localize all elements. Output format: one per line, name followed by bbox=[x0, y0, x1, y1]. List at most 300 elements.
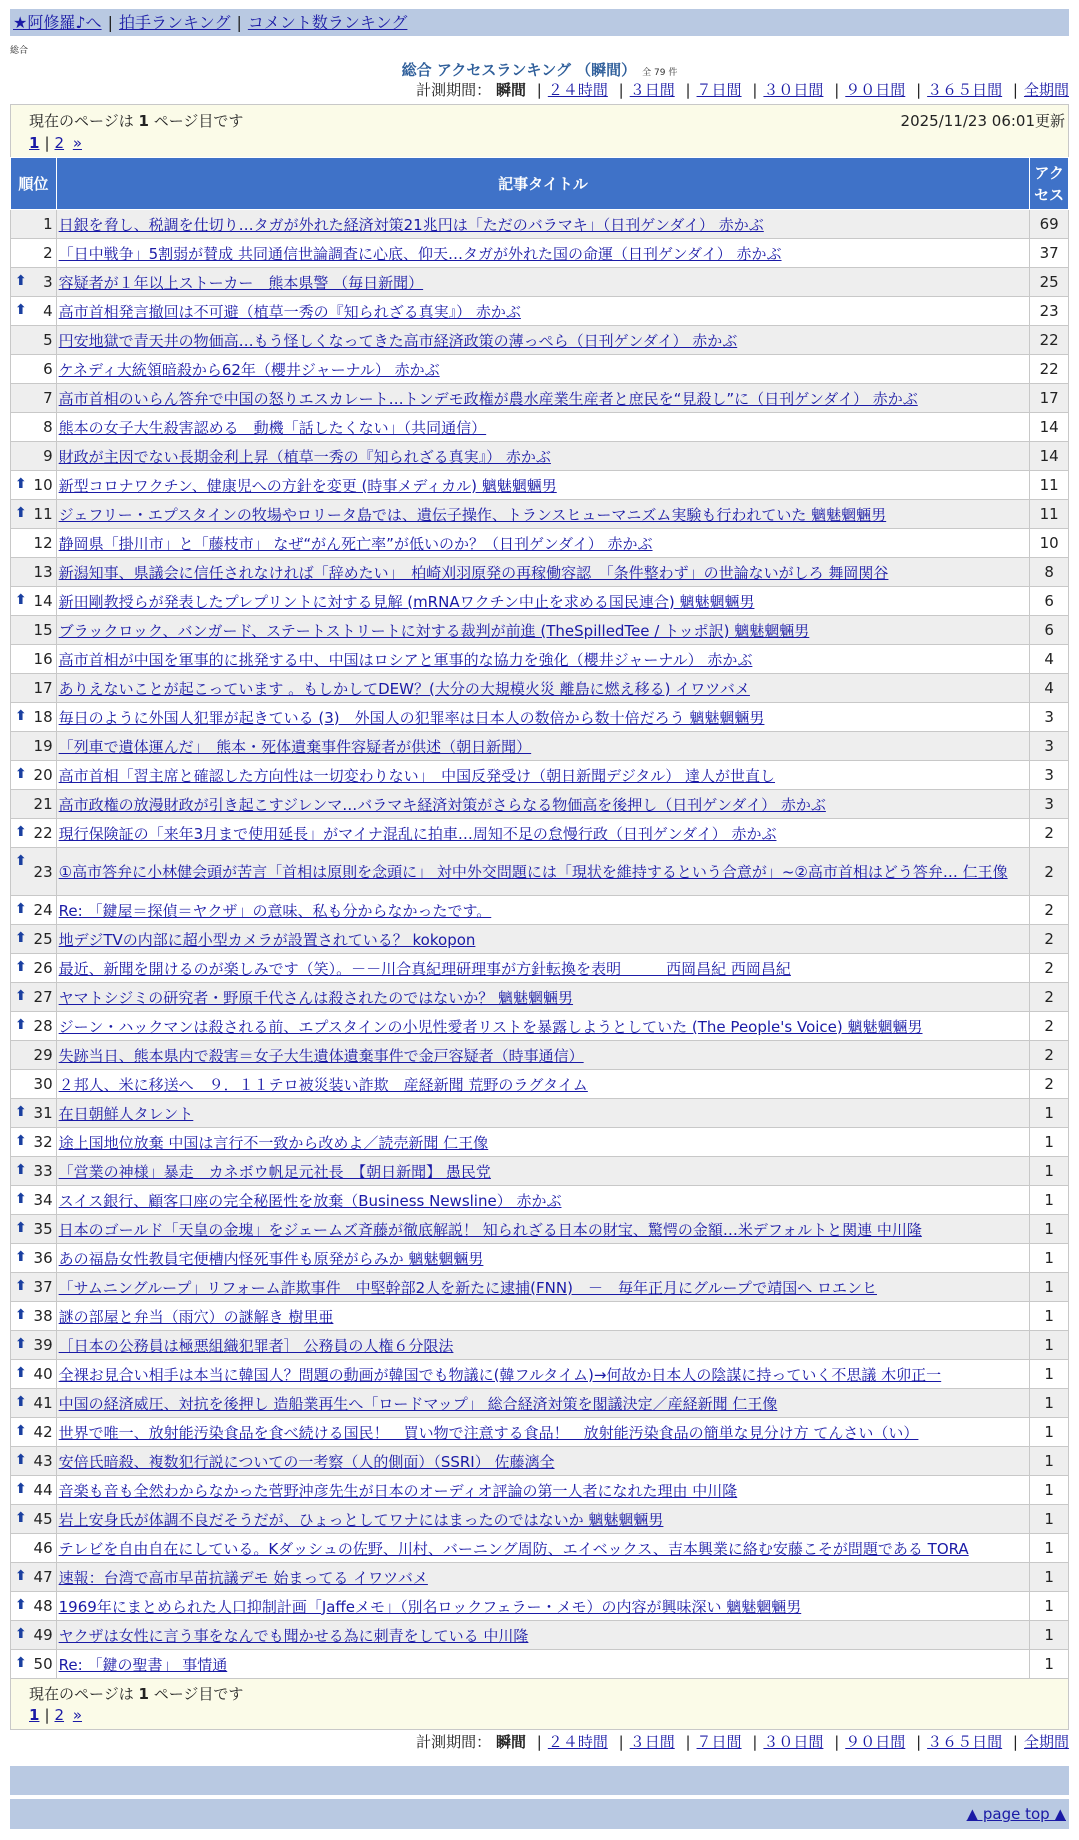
rank-cell bbox=[11, 268, 57, 297]
access-count: 1 bbox=[1030, 1331, 1069, 1360]
rank-number: 46 bbox=[33, 1539, 53, 1557]
article-link[interactable]: 財政が主因でない長期金利上昇（植草一秀の『知られざる真実』） 赤かぶ bbox=[58, 447, 551, 466]
title-cell bbox=[56, 954, 1030, 983]
title-cell bbox=[56, 297, 1030, 326]
table-row bbox=[11, 896, 1069, 925]
access-count: 1 bbox=[1030, 1650, 1069, 1679]
title-cell bbox=[56, 1302, 1030, 1331]
article-link[interactable]: ジーン・ハックマンは殺される前、エプスタインの小児性愛者リストを暴露しようとしていた (The People's Voice) 魑魅魍魎男 bbox=[58, 1017, 923, 1036]
table-row bbox=[11, 1534, 1069, 1563]
arrow-up-icon: ⬆ bbox=[15, 959, 27, 975]
article-link[interactable]: 現行保険証の「来年3月まで使用延長」がマイナ混乱に拍車…周知不足の怠慢行政（日刊ゲンダイ） 赤かぶ bbox=[58, 824, 777, 843]
table-row bbox=[11, 1099, 1069, 1128]
pager: 1 | 2 » bbox=[29, 134, 83, 152]
title-cell bbox=[56, 326, 1030, 355]
access-count: 22 bbox=[1030, 326, 1069, 355]
period-30d[interactable]: ３０日間 bbox=[763, 1733, 824, 1751]
article-link[interactable]: 高市政権の放漫財政が引き起こすジレンマ…バラマキ経済対策がさらなる物価高を後押し（日刊ゲンダイ） 赤かぶ bbox=[58, 795, 826, 814]
rank-number: 1 bbox=[43, 215, 53, 233]
access-count: 1 bbox=[1030, 1186, 1069, 1215]
article-link[interactable]: 静岡県「掛川市」と「藤枝市」 なぜ“がん死亡率”が低いのか？（日刊ゲンダイ） 赤かぶ bbox=[58, 534, 653, 553]
rank-number: 49 bbox=[33, 1626, 53, 1644]
table-row bbox=[11, 1128, 1069, 1157]
table-row bbox=[11, 384, 1069, 413]
title-cell bbox=[56, 1273, 1030, 1302]
arrow-up-icon: ⬆ bbox=[15, 1481, 27, 1497]
rank-number: 45 bbox=[33, 1510, 53, 1528]
arrow-up-icon: ⬆ bbox=[15, 1655, 27, 1671]
rank-number: 3 bbox=[43, 273, 53, 291]
period-90d[interactable]: ９０日間 bbox=[845, 81, 906, 99]
rank-cell bbox=[11, 1012, 57, 1041]
access-count: 25 bbox=[1030, 268, 1069, 297]
article-link[interactable]: 高市首相が中国を軍事的に挑発する中、中国はロシアと軍事的な協力を強化（櫻井ジャーナル） 赤かぶ bbox=[58, 650, 753, 669]
access-count: 2 bbox=[1030, 1041, 1069, 1070]
title-cell bbox=[56, 819, 1030, 848]
rank-number: 2 bbox=[43, 244, 53, 262]
article-link[interactable]: 最近、新聞を開けるのが楽しみです（笑）。－－川合真紀理研理事が方針転換を表明 西岡昌紀 西岡昌紀 bbox=[58, 959, 791, 978]
title-cell bbox=[56, 384, 1030, 413]
rank-cell bbox=[11, 326, 57, 355]
next-page-link[interactable]: » bbox=[72, 134, 83, 152]
table-row bbox=[11, 1389, 1069, 1418]
article-link[interactable]: 「営業の神様」暴走 カネボウ帆足元社長 【朝日新聞】 愚民党 bbox=[58, 1162, 491, 1181]
article-link[interactable]: テレビを自由自在にしている。Kダッシュの佐野、川村、バーニング周防、エイベックス、吉本興業に絡む安藤こそが問題である TORA bbox=[58, 1539, 969, 1558]
arrow-up-icon: ⬆ bbox=[15, 1249, 27, 1265]
access-count: 2 bbox=[1030, 819, 1069, 848]
arrow-up-icon: ⬆ bbox=[15, 901, 27, 917]
access-count: 6 bbox=[1030, 587, 1069, 616]
article-link[interactable]: 音楽も音も全然わからなかった菅野沖彦先生が日本のオーディオ評論の第一人者になれた理由 中川隆 bbox=[58, 1481, 738, 1500]
arrow-up-icon: ⬆ bbox=[15, 1162, 27, 1178]
rank-number: 23 bbox=[33, 862, 53, 881]
period-30d[interactable]: ３０日間 bbox=[763, 81, 824, 99]
page-top-link[interactable]: ▲ page top ▲ bbox=[966, 1805, 1066, 1823]
rank-cell bbox=[11, 616, 57, 645]
rank-number: 34 bbox=[33, 1191, 53, 1209]
arrow-up-icon: ⬆ bbox=[15, 1191, 27, 1207]
title-cell bbox=[56, 558, 1030, 587]
page-1-link[interactable]: 1 bbox=[29, 1706, 40, 1724]
rank-cell bbox=[11, 239, 57, 268]
table-row bbox=[11, 1418, 1069, 1447]
title-cell bbox=[56, 896, 1030, 925]
arrow-up-icon: ⬆ bbox=[15, 302, 27, 318]
article-link[interactable]: ありえないことが起こっています 。もしかしてDEW？(大分の大規模火災 離島に燃え移る) イワツバメ bbox=[58, 679, 750, 698]
title-cell bbox=[56, 413, 1030, 442]
arrow-up-icon: ⬆ bbox=[15, 1336, 27, 1352]
arrow-up-icon: ⬆ bbox=[15, 1017, 27, 1033]
title-cell bbox=[56, 1128, 1030, 1157]
rank-cell bbox=[11, 925, 57, 954]
access-count: 2 bbox=[1030, 983, 1069, 1012]
title-cell bbox=[56, 1331, 1030, 1360]
article-link[interactable]: 全裸お見合い相手は本当に韓国人？問題の動画が韓国でも物議に(韓フルタイム)→何故か日本人の陰謀に持っていく不思議 木卯正一 bbox=[58, 1365, 942, 1384]
footer-bar-pagetop bbox=[10, 1799, 1069, 1829]
table-row bbox=[11, 326, 1069, 355]
table-row bbox=[11, 355, 1069, 384]
title-cell bbox=[56, 210, 1030, 239]
rank-number: 17 bbox=[33, 679, 53, 697]
table-row bbox=[11, 1592, 1069, 1621]
title-cell bbox=[56, 1157, 1030, 1186]
access-count: 1 bbox=[1030, 1476, 1069, 1505]
rank-cell bbox=[11, 1476, 57, 1505]
title-cell bbox=[56, 1592, 1030, 1621]
arrow-up-icon: ⬆ bbox=[15, 1220, 27, 1236]
applause-ranking-link[interactable]: 拍手ランキング bbox=[118, 13, 231, 32]
period-label: 計測期間： bbox=[416, 1733, 492, 1751]
title-cell bbox=[56, 268, 1030, 297]
table-row bbox=[11, 1621, 1069, 1650]
rank-number: 33 bbox=[33, 1162, 53, 1180]
rank-number: 44 bbox=[33, 1481, 53, 1499]
access-count: 1 bbox=[1030, 1621, 1069, 1650]
rank-number: 39 bbox=[33, 1336, 53, 1354]
footer-bar bbox=[10, 1766, 1069, 1795]
rank-number: 6 bbox=[43, 360, 53, 378]
rank-cell bbox=[11, 1215, 57, 1244]
rank-cell bbox=[11, 645, 57, 674]
rank-number: 42 bbox=[33, 1423, 53, 1441]
arrow-up-icon: ⬆ bbox=[15, 592, 27, 608]
table-row bbox=[11, 558, 1069, 587]
table-row bbox=[11, 1215, 1069, 1244]
period-90d[interactable]: ９０日間 bbox=[845, 1733, 906, 1751]
access-count: 14 bbox=[1030, 413, 1069, 442]
rank-cell bbox=[11, 355, 57, 384]
rank-number: 14 bbox=[33, 592, 53, 610]
title-cell bbox=[56, 355, 1030, 384]
table-row bbox=[11, 761, 1069, 790]
table-row bbox=[11, 442, 1069, 471]
title-cell bbox=[56, 1534, 1030, 1563]
article-link[interactable]: 日銀を脅し、税調を仕切り…タガが外れた経済対策21兆円は「ただのバラマキ」（日刊ゲンダイ） 赤かぶ bbox=[58, 215, 764, 234]
article-link[interactable]: 高市首相発言撤回は不可避（植草一秀の『知られざる真実』） 赤かぶ bbox=[58, 302, 521, 321]
period-current: 瞬間 bbox=[495, 1733, 526, 1751]
title-cell bbox=[56, 500, 1030, 529]
article-link[interactable]: 失跡当日、熊本県内で殺害＝女子大生遺体遺棄事件で金戸容疑者（時事通信） bbox=[58, 1046, 584, 1065]
access-count: 3 bbox=[1030, 732, 1069, 761]
title-cell bbox=[56, 587, 1030, 616]
article-link[interactable]: ヤクザは女性に言う事をなんでも聞かせる為に刺青をしている 中川隆 bbox=[58, 1626, 529, 1645]
rank-cell bbox=[11, 587, 57, 616]
title-cell bbox=[56, 1621, 1030, 1650]
rank-number: 19 bbox=[33, 737, 53, 755]
title-cell bbox=[56, 645, 1030, 674]
title-cell bbox=[56, 983, 1030, 1012]
article-link[interactable]: ①高市答弁に小林健会頭が苦言「首相は原則を念頭に」 対中外交問題には「現状を維持するという合意が」~②高市首相はどう答弁… 仁王像 bbox=[58, 862, 1008, 881]
rank-number: 29 bbox=[33, 1046, 53, 1064]
title-cell bbox=[56, 1447, 1030, 1476]
title-cell bbox=[56, 1070, 1030, 1099]
rank-number: 28 bbox=[33, 1017, 53, 1035]
rank-number: 47 bbox=[33, 1568, 53, 1586]
period-3d[interactable]: ３日間 bbox=[629, 1733, 675, 1751]
page-1-link[interactable]: 1 bbox=[29, 134, 40, 152]
rank-number: 41 bbox=[33, 1394, 53, 1412]
home-link[interactable]: ★阿修羅♪へ bbox=[13, 13, 102, 32]
access-count: 17 bbox=[1030, 384, 1069, 413]
arrow-up-icon: ⬆ bbox=[15, 1394, 27, 1410]
arrow-up-icon: ⬆ bbox=[15, 1626, 27, 1642]
access-count: 3 bbox=[1030, 703, 1069, 732]
access-count: 2 bbox=[1030, 896, 1069, 925]
period-selector-bottom: 計測期間： 瞬間 | ２４時間 | ３日間 | ７日間 | ３０日間 | ９０日間 | ３６５日間 | 全期間 bbox=[416, 1733, 1069, 1751]
rank-number: 10 bbox=[33, 476, 53, 494]
rank-number: 12 bbox=[33, 534, 53, 552]
access-count: 3 bbox=[1030, 761, 1069, 790]
article-link[interactable]: 高市首相のいらん答弁で中国の怒りエスカレート…トンデモ政権が農水産業生産者と庶民を“見殺し”に（日刊ゲンダイ） 赤かぶ bbox=[58, 389, 918, 408]
rank-cell bbox=[11, 500, 57, 529]
table-row bbox=[11, 297, 1069, 326]
period-365d[interactable]: ３６５日間 bbox=[927, 1733, 1003, 1751]
rank-number: 5 bbox=[43, 331, 53, 349]
rank-number: 11 bbox=[33, 505, 53, 523]
rank-cell bbox=[11, 790, 57, 819]
period-all[interactable]: 全期間 bbox=[1023, 1733, 1069, 1751]
title-cell bbox=[56, 1563, 1030, 1592]
article-link[interactable]: Re: 「鍵屋＝探偵＝ヤクザ」の意味、私も分からなかったです。 bbox=[58, 901, 492, 920]
access-count: 1 bbox=[1030, 1389, 1069, 1418]
article-link[interactable]: 新潟知事、県議会に信任されなければ「辞めたい」 柏崎刈羽原発の再稼働容認 「条件整わず」の世論ないがしろ 舞岡関谷 bbox=[58, 563, 889, 582]
rank-cell bbox=[11, 819, 57, 848]
article-link[interactable]: 新田剛教授らが発表したプレプリントに対する見解 (mRNAワクチン中止を求める国民連合) 魑魅魍魎男 bbox=[58, 592, 755, 611]
table-row bbox=[11, 1447, 1069, 1476]
access-count: 1 bbox=[1030, 1157, 1069, 1186]
comment-ranking-link[interactable]: コメント数ランキング bbox=[247, 13, 408, 32]
article-link[interactable]: ヤマトシジミの研究者・野原千代さんは殺されたのではないか？ 魑魅魍魎男 bbox=[58, 988, 574, 1007]
article-link[interactable]: 容疑者が１年以上ストーカー 熊本県警 （毎日新聞） bbox=[58, 273, 424, 292]
title-cell bbox=[56, 239, 1030, 268]
rank-cell bbox=[11, 1070, 57, 1099]
article-link[interactable]: 速報：台湾で高市早苗抗議デモ 始まってる イワツバメ bbox=[58, 1568, 428, 1587]
arrow-up-icon: ⬆ bbox=[15, 930, 27, 946]
table-row bbox=[11, 616, 1069, 645]
rank-cell bbox=[11, 1331, 57, 1360]
article-link[interactable]: 「サムニングループ」リフォーム詐欺事件 中堅幹部2人を新たに逮捕(FNN) － 毎年正月にグループで靖国へ ロエンヒ bbox=[58, 1278, 877, 1297]
rank-cell bbox=[11, 1389, 57, 1418]
article-link[interactable]: ケネディ大統領暗殺から62年（櫻井ジャーナル） 赤かぶ bbox=[58, 360, 440, 379]
article-link[interactable]: 日本のゴールド「天皇の金塊」をジェームズ斉藤が徹底解説！ 知られざる日本の財宝、驚愕の金額…米デフォルトと関連 中川隆 bbox=[58, 1220, 922, 1239]
rank-cell bbox=[11, 1563, 57, 1592]
table-row bbox=[11, 1041, 1069, 1070]
rank-number: 35 bbox=[33, 1220, 53, 1238]
page-2-link[interactable]: 2 bbox=[54, 1706, 65, 1724]
rank-number: 15 bbox=[33, 621, 53, 639]
access-count: 11 bbox=[1030, 471, 1069, 500]
access-count: 1 bbox=[1030, 1505, 1069, 1534]
arrow-up-icon: ⬆ bbox=[15, 1307, 27, 1323]
article-link[interactable]: 「列車で遺体運んだ」 熊本・死体遺棄事件容疑者が供述（朝日新聞） bbox=[58, 737, 532, 756]
page-2-link[interactable]: 2 bbox=[54, 134, 65, 152]
table-row bbox=[11, 1650, 1069, 1679]
article-link[interactable]: あの福島女性教員宅便槽内怪死事件も原発がらみか 魑魅魍魎男 bbox=[58, 1249, 484, 1268]
rank-number: 24 bbox=[33, 901, 53, 919]
title-cell bbox=[56, 1650, 1030, 1679]
arrow-up-icon: ⬆ bbox=[15, 1597, 27, 1613]
period-24h[interactable]: ２４時間 bbox=[547, 81, 608, 99]
period-all[interactable]: 全期間 bbox=[1023, 81, 1069, 99]
article-link[interactable]: 謎の部屋と弁当（雨穴）の謎解き 樹里亜 bbox=[58, 1307, 334, 1326]
access-count: 2 bbox=[1030, 848, 1069, 896]
access-count: 1 bbox=[1030, 1563, 1069, 1592]
article-link[interactable]: 「日中戦争」5割弱が賛成 共同通信世論調査に心底、仰天…タガが外れた国の命運（日刊ゲンダイ） 赤かぶ bbox=[58, 244, 782, 263]
period-24h[interactable]: ２４時間 bbox=[547, 1733, 608, 1751]
access-count: 2 bbox=[1030, 1070, 1069, 1099]
top-nav bbox=[10, 9, 1069, 36]
article-link[interactable]: 岩上安身氏が体調不良だそうだが、ひょっとしてワナにはまったのではないか 魑魅魍魎男 bbox=[58, 1510, 664, 1529]
article-link[interactable]: 地デジTVの内部に超小型カメラが設置されている？ kokopon bbox=[58, 930, 476, 949]
table-row bbox=[11, 239, 1069, 268]
access-count: 1 bbox=[1030, 1418, 1069, 1447]
article-link[interactable]: 毎日のように外国人犯罪が起きている (3) 外国人の犯罪率は日本人の数倍から数十倍だろう 魑魅魍魎男 bbox=[58, 708, 765, 727]
table-row bbox=[11, 1273, 1069, 1302]
table-row bbox=[11, 1331, 1069, 1360]
access-count: 2 bbox=[1030, 925, 1069, 954]
title-cell bbox=[56, 848, 1030, 896]
rank-number: 38 bbox=[33, 1307, 53, 1325]
rank-cell bbox=[11, 210, 57, 239]
table-row bbox=[11, 1012, 1069, 1041]
rank-cell bbox=[11, 1302, 57, 1331]
title-cell bbox=[56, 732, 1030, 761]
table-row bbox=[11, 471, 1069, 500]
rank-number: 25 bbox=[33, 930, 53, 948]
arrow-up-icon: ⬆ bbox=[15, 988, 27, 1004]
title-header: 記事タイトル bbox=[56, 158, 1030, 210]
page-info bbox=[10, 104, 1069, 157]
arrow-up-icon: ⬆ bbox=[15, 1452, 27, 1468]
rank-cell bbox=[11, 1244, 57, 1273]
article-link[interactable]: 在日朝鮮人タレント bbox=[58, 1104, 194, 1123]
rank-cell bbox=[11, 1099, 57, 1128]
article-link[interactable]: ブラックロック、バンガード、ステートストリートに対する裁判が前進 (TheSpilledTee / トッポ訳) 魑魅魍魎男 bbox=[58, 621, 810, 640]
rank-number: 22 bbox=[33, 824, 53, 842]
rank-cell bbox=[11, 732, 57, 761]
table-row bbox=[11, 210, 1069, 239]
access-count: 1 bbox=[1030, 1273, 1069, 1302]
title-cell bbox=[56, 703, 1030, 732]
rank-number: 40 bbox=[33, 1365, 53, 1383]
article-link[interactable]: ジェフリー・エプスタインの牧場やロリータ島では、遺伝子操作、トランスヒューマニズム実験も行われていた 魑魅魍魎男 bbox=[58, 505, 887, 524]
table-row bbox=[11, 413, 1069, 442]
table-row bbox=[11, 500, 1069, 529]
period-selector: 計測期間： 瞬間 | ２４時間 | ３日間 | ７日間 | ３０日間 | ９０日間 | ３６５日間 | 全期間 bbox=[416, 81, 1069, 99]
nav-separator: | bbox=[107, 13, 113, 32]
table-row bbox=[11, 1476, 1069, 1505]
updated-time: 2025/11/23 06:01更新 bbox=[900, 112, 1065, 130]
title-cell bbox=[56, 761, 1030, 790]
rank-cell bbox=[11, 442, 57, 471]
rank-cell bbox=[11, 384, 57, 413]
page-info-bottom bbox=[10, 1679, 1069, 1730]
rank-cell bbox=[11, 983, 57, 1012]
period-7d[interactable]: ７日間 bbox=[696, 81, 742, 99]
article-link[interactable]: 熊本の女子大生殺害認める 動機「話したくない」（共同通信） bbox=[58, 418, 487, 437]
table-row bbox=[11, 1563, 1069, 1592]
table-row bbox=[11, 1157, 1069, 1186]
rank-number: 37 bbox=[33, 1278, 53, 1296]
access-count: 14 bbox=[1030, 442, 1069, 471]
arrow-up-icon: ⬆ bbox=[15, 1133, 27, 1149]
rank-number: 32 bbox=[33, 1133, 53, 1151]
table-row bbox=[11, 645, 1069, 674]
title-cell bbox=[56, 529, 1030, 558]
rank-cell bbox=[11, 1418, 57, 1447]
article-link[interactable]: ［日本の公務員は極悪組織犯罪者］ 公務員の人権６分限法 bbox=[58, 1336, 454, 1355]
rank-cell bbox=[11, 703, 57, 732]
title-cell bbox=[56, 674, 1030, 703]
access-count: 1 bbox=[1030, 1215, 1069, 1244]
article-link[interactable]: ２邦人、米に移送へ ９．１１テロ被災装い詐欺 産経新聞 荒野のラグタイム bbox=[58, 1075, 588, 1094]
title-cell bbox=[56, 1244, 1030, 1273]
access-count: 4 bbox=[1030, 674, 1069, 703]
article-link[interactable]: 中国の経済威圧、対抗を後押し 造船業再生へ「ロードマップ」 総合経済対策を閣議決定／産経新聞 仁王像 bbox=[58, 1394, 778, 1413]
article-link[interactable]: 安倍氏暗殺、複数犯行説についての一考察（人的側面）（SSRI） 佐藤漓全 bbox=[58, 1452, 555, 1471]
access-count: 2 bbox=[1030, 1012, 1069, 1041]
ranking-table bbox=[10, 157, 1069, 1679]
page-title bbox=[10, 59, 1069, 79]
table-row bbox=[11, 819, 1069, 848]
period-label: 計測期間： bbox=[416, 81, 492, 99]
period-3d[interactable]: ３日間 bbox=[629, 81, 675, 99]
rank-cell bbox=[11, 1360, 57, 1389]
article-link[interactable]: 途上国地位放棄 中国は言行不一致から改めよ／読売新聞 仁王像 bbox=[58, 1133, 489, 1152]
table-row bbox=[11, 268, 1069, 297]
article-link[interactable]: スイス銀行、顧客口座の完全秘匿性を放棄（Business Newsline） 赤かぶ bbox=[58, 1191, 562, 1210]
table-row bbox=[11, 925, 1069, 954]
access-count: 10 bbox=[1030, 529, 1069, 558]
table-row bbox=[11, 1244, 1069, 1273]
title-cell bbox=[56, 1012, 1030, 1041]
rank-cell bbox=[11, 1534, 57, 1563]
access-count: 11 bbox=[1030, 500, 1069, 529]
rank-number: 48 bbox=[33, 1597, 53, 1615]
article-link[interactable]: 新型コロナワクチン、健康児への方針を変更 (時事メディカル) 魑魅魍魎男 bbox=[58, 476, 557, 495]
table-row bbox=[11, 848, 1069, 896]
rank-number: 31 bbox=[33, 1104, 53, 1122]
article-link[interactable]: 1969年にまとめられた人口抑制計画「Jaffeメモ」（別名ロックフェラー・メモ）の内容が興味深い 魑魅魍魎男 bbox=[58, 1597, 802, 1616]
table-row bbox=[11, 1070, 1069, 1099]
rank-number: 50 bbox=[33, 1655, 53, 1673]
period-7d[interactable]: ７日間 bbox=[696, 1733, 742, 1751]
title-cell bbox=[56, 1186, 1030, 1215]
table-row bbox=[11, 529, 1069, 558]
article-link[interactable]: Re: 「鍵の聖書」 事情通 bbox=[58, 1655, 228, 1674]
rank-cell bbox=[11, 848, 57, 896]
arrow-up-icon: ⬆ bbox=[15, 505, 27, 521]
access-count: 22 bbox=[1030, 355, 1069, 384]
article-link[interactable]: 世界で唯一、放射能汚染食品を食べ続ける国民！ 買い物で注意する食品！ 放射能汚染食品の簡単な見分け方 てんさい（い） bbox=[58, 1423, 919, 1442]
table-row bbox=[11, 587, 1069, 616]
arrow-up-icon: ⬆ bbox=[15, 824, 27, 840]
article-link[interactable]: 円安地獄で青天井の物価高…もう怪しくなってきた高市経済政策の薄っぺら（日刊ゲンダイ） 赤かぶ bbox=[58, 331, 738, 350]
next-page-link[interactable]: » bbox=[72, 1706, 83, 1724]
article-link[interactable]: 高市首相「習主席と確認した方向性は一切変わりない」 中国反発受け（朝日新聞デジタル） 達人が世直し bbox=[58, 766, 776, 785]
title-cell bbox=[56, 1389, 1030, 1418]
rank-header: 順位 bbox=[11, 158, 57, 210]
title-cell bbox=[56, 1215, 1030, 1244]
period-365d[interactable]: ３６５日間 bbox=[927, 81, 1003, 99]
title-cell bbox=[56, 442, 1030, 471]
rank-number: 26 bbox=[33, 959, 53, 977]
rank-number: 27 bbox=[33, 988, 53, 1006]
table-row bbox=[11, 1505, 1069, 1534]
title-cell bbox=[56, 1505, 1030, 1534]
access-count: 1 bbox=[1030, 1592, 1069, 1621]
arrow-up-icon: ⬆ bbox=[15, 476, 27, 492]
